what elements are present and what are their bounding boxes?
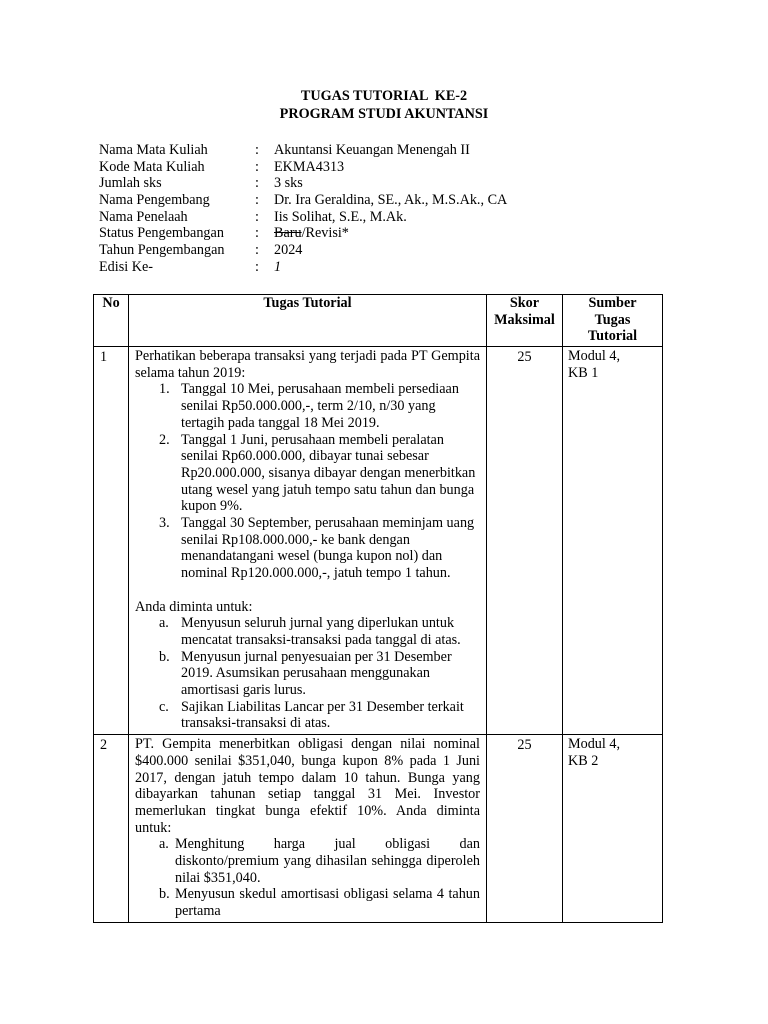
row-number: 1 (94, 347, 129, 735)
meta-colon: : (255, 175, 259, 192)
list-item-text: Tanggal 30 September, perusahaan meminjam uang senilai Rp108.000.000,- ke bank dengan menandatangani wesel (bunga kupon nol) dan nominal Rp120.000.000,-, jatuh tempo 1 tahun. (181, 515, 475, 582)
course-info (99, 142, 699, 276)
meta-colon: : (255, 242, 259, 259)
list-item (135, 615, 480, 648)
header-source (563, 295, 663, 347)
meta-label: Jumlah sks (99, 175, 162, 192)
header-score-line1: Skor (509, 295, 540, 311)
list-marker: b. (159, 886, 170, 903)
meta-row-year (99, 242, 699, 259)
meta-row-course-code (99, 159, 699, 176)
source-cell (563, 347, 663, 735)
header-source-line2: Tugas (594, 311, 631, 328)
score-cell: 25 (487, 347, 563, 735)
list-item (135, 515, 480, 582)
list-item-text: Menyusun jurnal penyesuaian per 31 Desember 2019. Asumsikan perusahaan menggunakan amortisasi garis lurus. (181, 648, 452, 699)
task-intro: PT. Gempita menerbitkan obligasi dengan nilai nominal $400.000 senilai $351,040, bunga kupon 8% pada 1 Juni 2017, dengan jatuh tempo dalam 10 tahun. Bunga yang dibayarkan tahunan setiap tanggal 31 Mei. Investor memerlukan tingkat bunga efektif 10%. Anda diminta untuk: (135, 736, 480, 836)
meta-value: Akuntansi Keuangan Menengah II (274, 142, 470, 158)
meta-value (274, 225, 349, 242)
source-line2: KB 1 (568, 364, 599, 381)
table-row (94, 347, 663, 735)
meta-label: Status Pengembangan (99, 225, 224, 242)
header-no: No (94, 295, 129, 347)
list-item-text: Tanggal 10 Mei, perusahaan membeli persediaan senilai Rp50.000.000,-, term 2/10, n/30 yang tertagih pada tanggal 18 Mei 2019. (181, 381, 459, 431)
meta-colon: : (255, 158, 259, 175)
source-line2: KB 2 (568, 752, 599, 769)
meta-row-course-name (99, 142, 699, 159)
meta-colon: : (255, 192, 259, 209)
document-title: TUGAS TUTORIAL KE-2 (300, 88, 468, 104)
list-item (135, 432, 480, 516)
meta-label: Tahun Pengembangan (99, 242, 225, 259)
table-header-row (94, 295, 663, 347)
task-cell (129, 347, 487, 735)
meta-row-credits (99, 175, 699, 192)
list-marker: 2. (159, 431, 170, 448)
struck-status: Baru (274, 225, 302, 242)
meta-row-reviewer (99, 209, 699, 226)
list-marker: a. (159, 836, 169, 853)
task-list (135, 836, 480, 920)
meta-value: 3 sks (274, 175, 303, 192)
meta-colon: : (255, 142, 259, 158)
transaction-list (135, 381, 480, 581)
score-cell: 25 (487, 735, 563, 923)
header-score-line2: Maksimal (494, 311, 555, 328)
meta-colon: : (255, 258, 259, 275)
meta-value: Dr. Ira Geraldina, SE., Ak., M.S.Ak., CA (274, 192, 508, 209)
header-task: Tugas Tutorial (129, 295, 487, 347)
list-marker: 1. (159, 381, 170, 398)
status-rest: /Revisi* (301, 225, 349, 242)
list-item (135, 699, 480, 732)
source-cell (563, 735, 663, 923)
list-item (135, 886, 480, 919)
list-marker: b. (159, 648, 170, 665)
source-line1: Modul 4, (568, 736, 621, 753)
meta-label: Nama Penelaah (99, 208, 188, 225)
task-instruction: Anda diminta untuk: (135, 598, 253, 615)
meta-colon: : (255, 208, 259, 225)
meta-label: Edisi Ke- (99, 258, 153, 275)
document-subtitle: PROGRAM STUDI AKUNTANSI (279, 106, 489, 122)
meta-value: EKMA4313 (274, 158, 345, 175)
header-score (487, 295, 563, 347)
source-line1: Modul 4, (568, 348, 621, 364)
row-number: 2 (94, 735, 129, 923)
meta-row-edition (99, 259, 699, 276)
meta-row-status (99, 225, 699, 242)
meta-label: Nama Pengembang (99, 192, 210, 209)
meta-value: Iis Solihat, S.E., M.Ak. (274, 208, 407, 225)
list-item (135, 649, 480, 699)
task-cell (129, 735, 487, 923)
list-marker: 3. (159, 515, 170, 532)
meta-value: 1 (274, 258, 282, 275)
table-row (94, 735, 663, 923)
header-source-line1: Sumber (588, 295, 637, 311)
list-marker: c. (159, 698, 169, 715)
task-list (135, 615, 480, 732)
meta-label: Nama Mata Kuliah (99, 142, 208, 158)
tutorial-table (93, 294, 663, 923)
list-item-text: Sajikan Liabilitas Lancar per 31 Desember terkait transaksi-transaksi di atas. (181, 698, 464, 732)
header-source-line3: Tutorial (587, 328, 638, 345)
task-intro: Perhatikan beberapa transaksi yang terjadi pada PT Gempita selama tahun 2019: (135, 348, 480, 381)
meta-row-developer (99, 192, 699, 209)
list-item-text: Tanggal 1 Juni, perusahaan membeli peralatan senilai Rp60.000.000, dibayar tunai sebesar Rp20.000.000, sisanya dibayar dengan menerbitkan utang wesel yang jatuh tempo satu tahun dan bunga kupon 9%. (181, 431, 476, 515)
list-item-text: Menyusun seluruh jurnal yang diperlukan untuk mencatat transaksi-transaksi pada tanggal di atas. (181, 615, 461, 648)
list-item-text: Menyusun skedul amortisasi obligasi selama 4 tahun pertama (175, 886, 480, 920)
list-item (135, 836, 480, 886)
list-item (135, 381, 480, 431)
meta-value: 2024 (274, 242, 303, 259)
list-item-text: Menghitung harga jual obligasi dan diskonto/premium yang dihasilan sehingga diperoleh nilai $351,040. (175, 836, 480, 886)
meta-colon: : (255, 225, 259, 242)
list-marker: a. (159, 615, 169, 632)
meta-label: Kode Mata Kuliah (99, 158, 205, 175)
